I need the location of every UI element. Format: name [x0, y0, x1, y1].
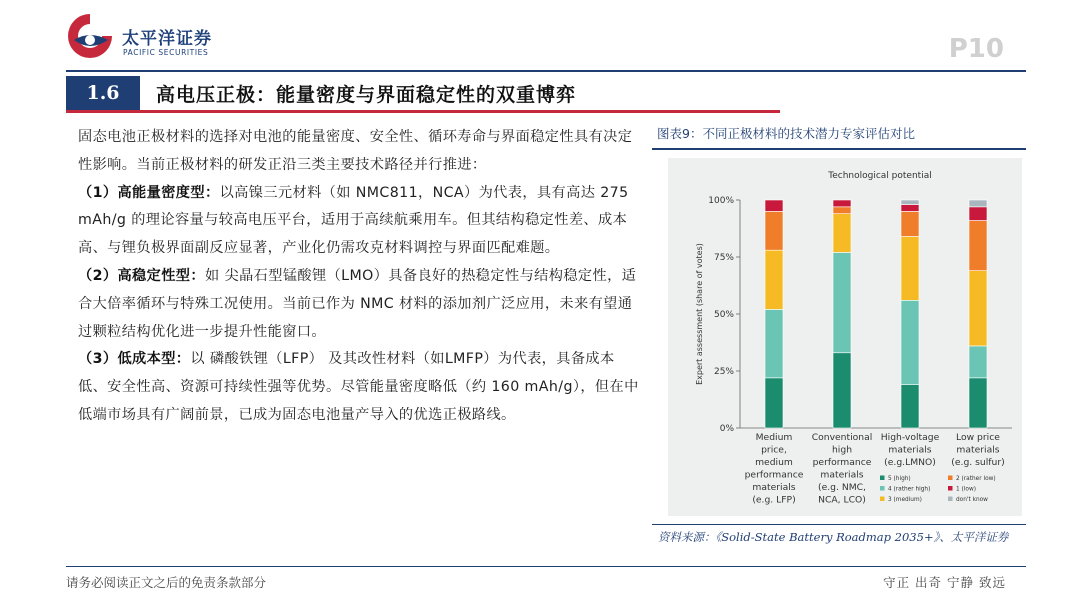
legend-label: 2 (rather low) — [956, 476, 996, 482]
bar-segment — [833, 200, 851, 207]
route-3-heading: （3）低成本型： — [78, 351, 191, 368]
footer-disclaimer: 请务必阅读正文之后的免责条款部分 — [66, 575, 267, 590]
x-category-label: (e.g. LFP) — [752, 494, 796, 506]
bar-segment — [969, 271, 987, 346]
x-category-label: (e.g. sulfur) — [951, 457, 1005, 468]
bar-segment — [901, 200, 919, 205]
x-category-label: NCA, LCO) — [818, 494, 866, 506]
body-text — [78, 124, 640, 430]
bar-segment — [765, 250, 783, 309]
bar-segment — [833, 214, 851, 253]
legend-swatch — [948, 476, 953, 481]
legend-swatch — [880, 486, 885, 491]
legend-label: 5 (high) — [888, 476, 911, 482]
y-axis-title: Expert assessment (share of votes) — [695, 243, 704, 385]
page-number: P10 — [948, 34, 1004, 64]
route-2-text: 如 尖晶石型锰酸锂（LMO）具备良好的热稳定性与结构稳定性，适合大倍率循环与特殊工况使用。当前已作为 NMC 材料的添加剂广泛应用，未来有望通过颗粒结构优化进一步提升性能窗口。 — [78, 267, 637, 340]
x-category-label: medium — [755, 457, 793, 468]
y-tick-label: 0% — [719, 424, 734, 434]
bar-segment — [969, 378, 987, 428]
x-category-label: (e.g.LMNO) — [884, 457, 936, 468]
bar-segment — [833, 252, 851, 352]
x-category-label: Low price — [956, 432, 1000, 443]
bar-segment — [765, 309, 783, 377]
intro-paragraph: 固态电池正极材料的选择对电池的能量密度、安全性、循环寿命与界面稳定性具有决定性影响。当前正极材料的研发正沿三类主要技术路径并行推进： — [78, 129, 633, 173]
x-category-label: High-voltage — [880, 432, 940, 443]
y-tick-label: 50% — [713, 310, 734, 320]
x-category-label: materials — [752, 482, 796, 493]
legend-swatch — [948, 486, 953, 491]
section-title-underline — [66, 110, 780, 113]
bar-segment — [969, 346, 987, 378]
chart-panel — [668, 158, 1022, 516]
y-tick-label: 100% — [708, 196, 734, 206]
figure-title-divider — [652, 148, 1026, 150]
footer-motto: 守正 出奇 宁静 致远 — [883, 575, 1006, 590]
bar-segment — [765, 378, 783, 428]
bar-segment — [969, 200, 987, 207]
x-category-label: materials — [820, 469, 864, 481]
bar-segment — [833, 353, 851, 428]
header-divider — [66, 70, 1026, 72]
legend-swatch — [948, 497, 953, 502]
bar-segment — [969, 221, 987, 271]
route-1-text: 以高镍三元材料（如 NMC811，NCA）为代表，具有高达 275 mAh/g 的理论容量与较高电压平台，适用于高续航乘用车。但其结构稳定性差、成本高、与锂负极界面副反应显著，产业化仍需攻克材料调控与界面匹配难题。 — [78, 184, 629, 257]
legend-label: don't know — [956, 497, 988, 503]
figure-source: 资料来源：《Solid-State Battery Roadmap 2035+》、太平洋证券 — [658, 530, 1009, 544]
stacked-bar-chart — [668, 158, 1022, 516]
source-divider — [652, 524, 1026, 525]
bar-segment — [765, 211, 783, 250]
x-category-label: high — [831, 444, 853, 456]
legend-swatch — [880, 497, 885, 502]
bar-segment — [901, 385, 919, 428]
x-category-label: materials — [956, 444, 1000, 456]
legend-label: 4 (rather high) — [888, 486, 931, 493]
pacific-securities-logo-icon — [66, 10, 118, 62]
legend-swatch — [880, 476, 885, 481]
logo-text-en: PACIFIC SECURITIES — [123, 48, 209, 57]
bar-segment — [901, 236, 919, 300]
route-3-text: 以 磷酸铁锂（LFP） 及其改性材料（如LMFP）为代表，具备成本低、安全性高、资源可持续性强等优势。尽管能量密度略低（约 160 mAh/g），但在中低端市场具有广阔前景，已成为固态电池量产导入的优选正极路线。 — [78, 351, 639, 423]
x-category-label: materials — [888, 444, 932, 456]
route-2-heading: （2）高稳定性型： — [78, 267, 205, 284]
footer-divider — [66, 566, 1026, 567]
figure-title: 图表9：不同正极材料的技术潜力专家评估对比 — [657, 126, 915, 141]
company-logo — [66, 10, 236, 66]
bar-segment — [833, 207, 851, 214]
x-category-label: Medium — [755, 432, 793, 443]
x-category-label: price, — [761, 444, 787, 456]
y-tick-label: 25% — [713, 367, 734, 377]
route-paragraph-3 — [78, 346, 640, 429]
route-paragraph-2 — [78, 263, 640, 346]
bar-segment — [969, 207, 987, 221]
legend-label: 3 (medium) — [888, 497, 922, 503]
bar-segment — [901, 300, 919, 384]
logo-text-cn: 太平洋证券 — [122, 29, 212, 49]
x-category-label: performance — [744, 469, 804, 481]
route-paragraph-1 — [78, 180, 640, 263]
section-number-badge: 1.6 — [66, 76, 140, 110]
bar-segment — [901, 205, 919, 212]
legend-label: 1 (low) — [956, 486, 976, 493]
x-category-label: (e.g. NMC, — [818, 482, 866, 493]
bar-segment — [765, 200, 783, 211]
chart-title: Technological potential — [828, 171, 932, 181]
y-tick-label: 75% — [713, 253, 734, 263]
section-title: 高电压正极：能量密度与界面稳定性的双重博弈 — [156, 84, 577, 106]
bar-segment — [901, 211, 919, 236]
x-category-label: performance — [812, 457, 872, 468]
x-category-label: Conventional — [811, 432, 873, 443]
route-1-heading: （1）高能量密度型： — [78, 184, 220, 201]
